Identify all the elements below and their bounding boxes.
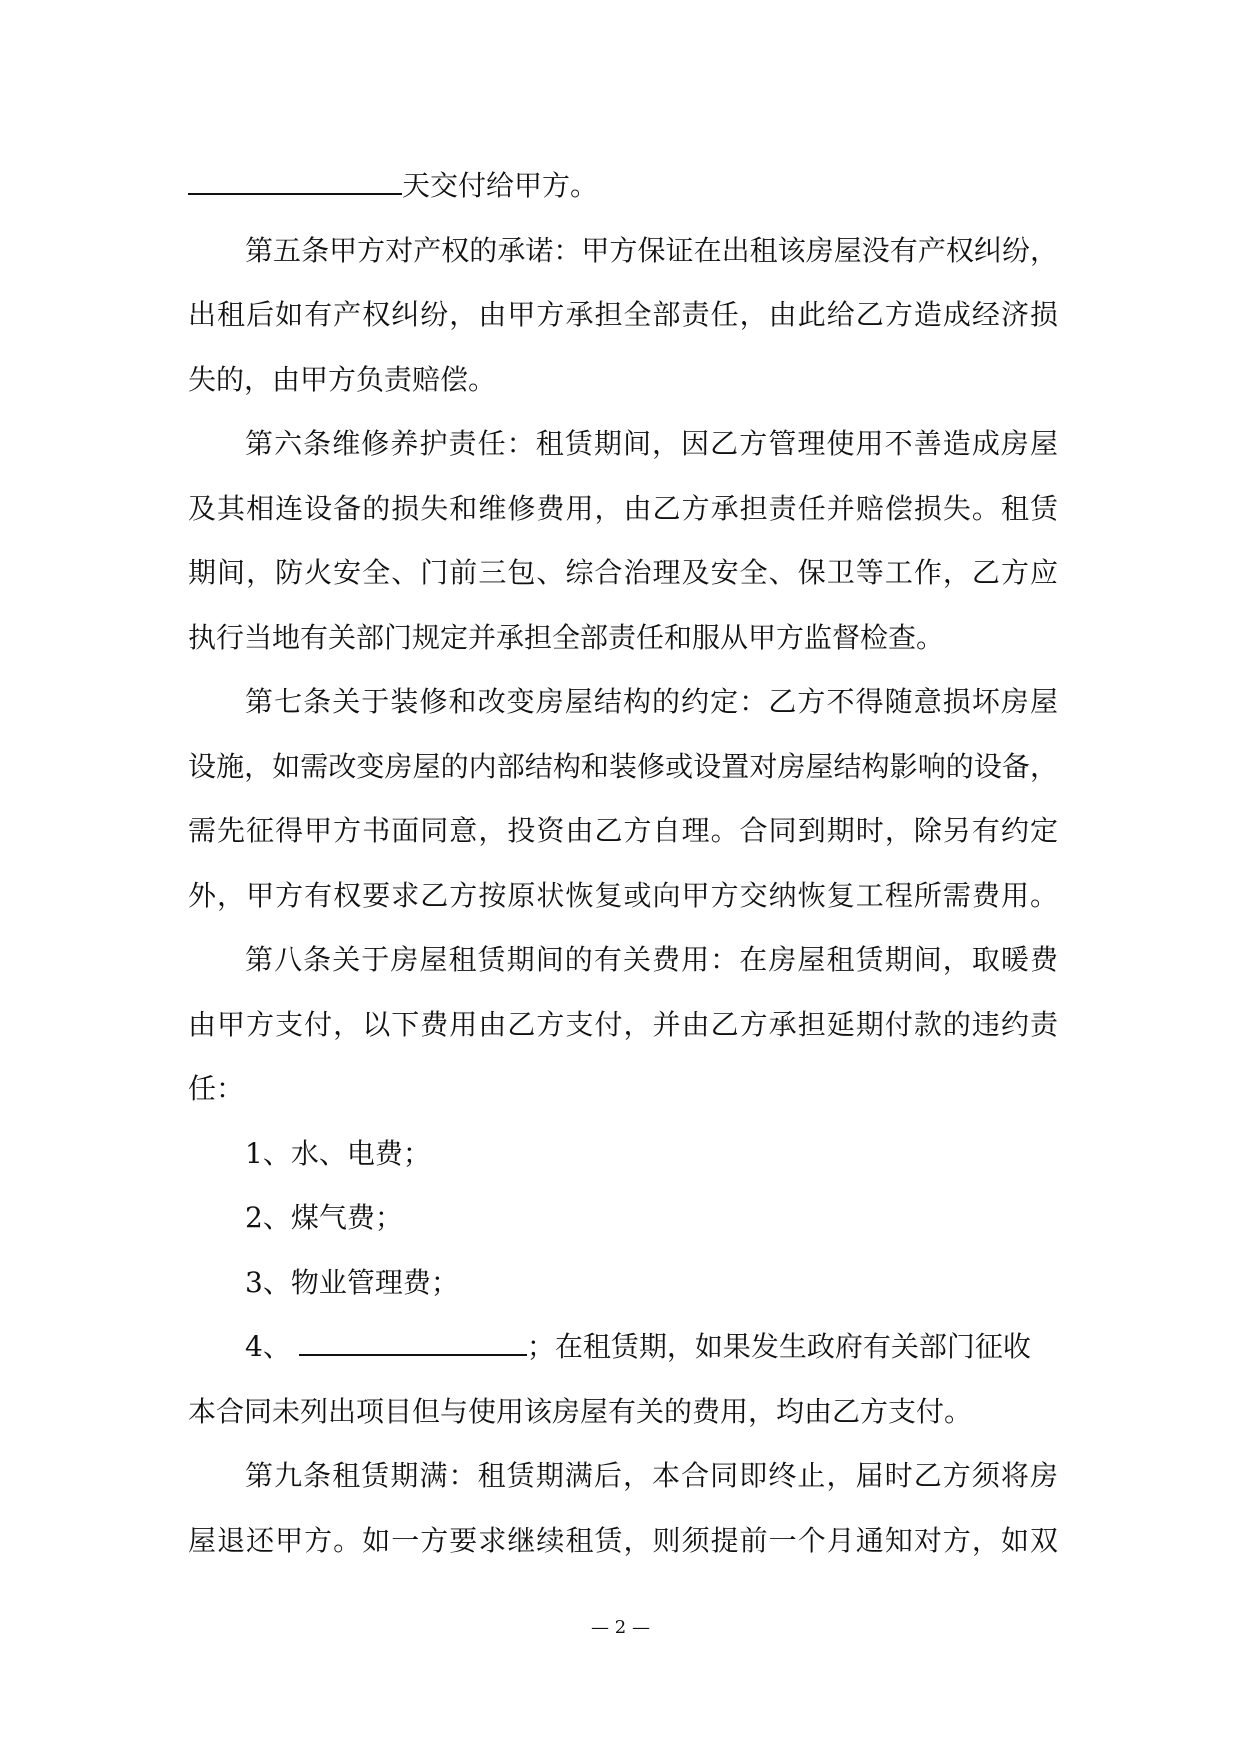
paragraph-article-5-line-2: 出租后如有产权纠纷，由甲方承担全部责任，由此给乙方造成经济损: [188, 298, 1058, 331]
paragraph-article-7-line-3: 需先征得甲方书面同意，投资由乙方自理。合同到期时，除另有约定: [188, 814, 1058, 847]
paragraph-article-9-line-2: 屋退还甲方。如一方要求继续租赁，则须提前一个月通知对方，如双: [188, 1523, 1058, 1557]
list-item-4-continuation: 本合同未列出项目但与使用该房屋有关的费用，均由乙方支付。: [188, 1394, 973, 1428]
list-item-1: 1、水、电费；: [245, 1136, 431, 1170]
list-item-2: 2、煤气费；: [245, 1201, 403, 1234]
list-item-number: 4、: [245, 1330, 291, 1363]
text-fragment: ；在租赁期，如果发生政府有关部门征收: [526, 1330, 1031, 1363]
paragraph-article-7-line-2: 设施，如需改变房屋的内部结构和装修或设置对房屋结构影响的设备，: [188, 749, 1058, 783]
paragraph-article-6-line-2: 及其相连设备的损失和维修费用，由乙方承担责任并赔偿损失。租赁: [188, 491, 1058, 525]
list-item-4: [188, 1319, 1058, 1384]
fill-in-blank: [188, 167, 402, 195]
fill-in-blank: [299, 1328, 527, 1356]
paragraph-article-8-line-1: 第八条关于房屋租赁期间的有关费用：在房屋租赁期间，取暖费: [245, 943, 1058, 976]
paragraph-article-5-line-1: 第五条甲方对产权的承诺：甲方保证在出租该房屋没有产权纠纷，: [245, 233, 1058, 267]
paragraph-article-7-line-4: 外，甲方有权要求乙方按原状恢复或向甲方交纳恢复工程所需费用。: [188, 878, 1058, 912]
text-line: [188, 158, 1058, 223]
paragraph-article-6-line-3: 期间，防火安全、门前三包、综合治理及安全、保卫等工作，乙方应: [188, 556, 1058, 589]
paragraph-article-6-line-4: 执行当地有关部门规定并承担全部责任和服从甲方监督检查。: [188, 620, 945, 654]
page-number: — 2 —: [591, 1617, 650, 1638]
text-fragment: 天交付给甲方。: [402, 169, 599, 202]
paragraph-article-6-line-1: 第六条维修养护责任：租赁期间，因乙方管理使用不善造成房屋: [245, 427, 1058, 460]
paragraph-article-7-line-1: 第七条关于装修和改变房屋结构的约定：乙方不得随意损坏房屋: [245, 685, 1058, 718]
paragraph-article-8-line-3: 任：: [188, 1072, 245, 1105]
paragraph-article-5-line-3: 失的，由甲方负责赔偿。: [188, 362, 497, 396]
paragraph-article-9-line-1: 第九条租赁期满：租赁期满后，本合同即终止，届时乙方须将房: [245, 1459, 1058, 1492]
list-item-3: 3、物业管理费；: [245, 1265, 459, 1299]
document-body: [188, 158, 1058, 1577]
paragraph-article-8-line-2: 由甲方支付，以下费用由乙方支付，并由乙方承担延期付款的违约责: [188, 1007, 1058, 1041]
